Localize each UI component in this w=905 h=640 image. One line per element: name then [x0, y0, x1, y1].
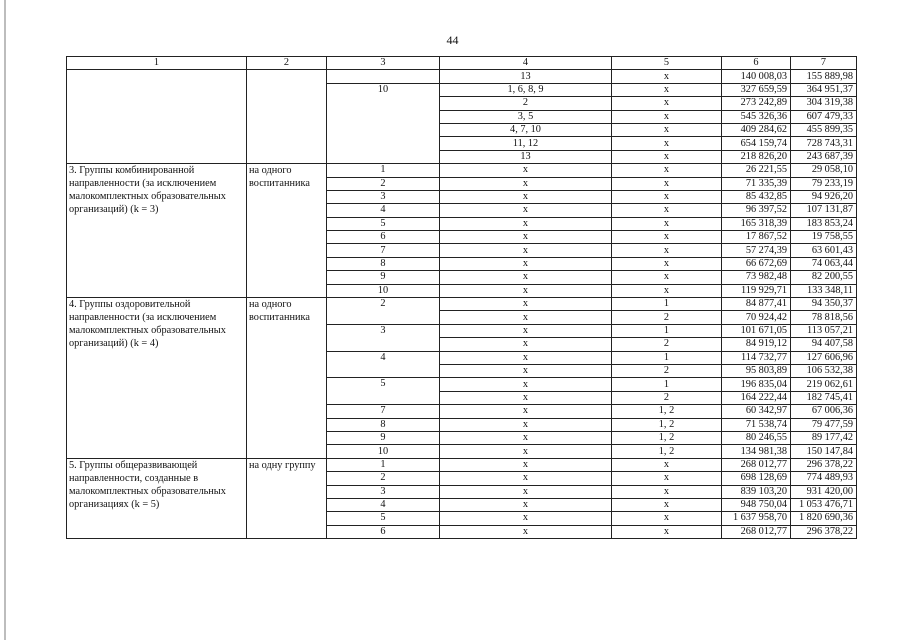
mode-cell: 1, 2 [612, 405, 722, 418]
hours-cell: х [440, 445, 612, 458]
mode-cell: х [612, 498, 722, 511]
hours-cell: 1, 6, 8, 9 [440, 83, 612, 96]
value-cell: 94 350,37 [791, 298, 857, 311]
hours-cell: х [440, 257, 612, 270]
value-cell: 70 924,42 [722, 311, 791, 324]
value-cell: 66 672,69 [722, 257, 791, 270]
hours-cell: х [440, 485, 612, 498]
hours-cell: х [440, 217, 612, 230]
value-cell: 94 407,58 [791, 338, 857, 351]
value-cell: 140 008,03 [722, 70, 791, 83]
age-cell [327, 70, 440, 83]
age-cell: 1 [327, 458, 440, 471]
header-cell: 2 [247, 57, 327, 70]
value-cell: 134 981,38 [722, 445, 791, 458]
mode-cell: х [612, 70, 722, 83]
value-cell: 268 012,77 [722, 525, 791, 538]
mode-cell: 1 [612, 298, 722, 311]
value-cell: 63 601,43 [791, 244, 857, 257]
age-cell: 10 [327, 83, 440, 163]
value-cell: 17 867,52 [722, 231, 791, 244]
value-cell: 94 926,20 [791, 190, 857, 203]
mode-cell: х [612, 164, 722, 177]
value-cell: 1 637 958,70 [722, 512, 791, 525]
value-cell: 948 750,04 [722, 498, 791, 511]
age-cell: 5 [327, 217, 440, 230]
age-cell: 3 [327, 324, 440, 351]
value-cell: 107 131,87 [791, 204, 857, 217]
value-cell: 182 745,41 [791, 391, 857, 404]
mode-cell: х [612, 177, 722, 190]
unit-cell-empty [247, 70, 327, 164]
mode-cell: х [612, 83, 722, 96]
tariff-table [66, 56, 857, 539]
mode-cell: 1, 2 [612, 445, 722, 458]
mode-cell: х [612, 512, 722, 525]
value-cell: 60 342,97 [722, 405, 791, 418]
hours-cell: 13 [440, 150, 612, 163]
value-cell: 364 951,37 [791, 83, 857, 96]
table-row [67, 298, 857, 311]
age-cell: 1 [327, 164, 440, 177]
value-cell: 29 058,10 [791, 164, 857, 177]
hours-cell: х [440, 164, 612, 177]
value-cell: 218 826,20 [722, 150, 791, 163]
hours-cell: х [440, 324, 612, 337]
value-cell: 1 053 476,71 [791, 498, 857, 511]
hours-cell: х [440, 391, 612, 404]
age-cell: 9 [327, 271, 440, 284]
age-cell: 4 [327, 498, 440, 511]
mode-cell: х [612, 271, 722, 284]
age-cell: 8 [327, 257, 440, 270]
value-cell: 774 489,93 [791, 472, 857, 485]
page-number: 44 [446, 33, 459, 47]
value-cell: 74 063,44 [791, 257, 857, 270]
value-cell: 101 671,05 [722, 324, 791, 337]
value-cell: 96 397,52 [722, 204, 791, 217]
value-cell: 85 432,85 [722, 190, 791, 203]
value-cell: 243 687,39 [791, 150, 857, 163]
mode-cell: х [612, 485, 722, 498]
age-cell: 7 [327, 244, 440, 257]
value-cell: 155 889,98 [791, 70, 857, 83]
value-cell: 106 532,38 [791, 364, 857, 377]
age-cell: 5 [327, 378, 440, 405]
value-cell: 654 159,74 [722, 137, 791, 150]
group-name-cell: 5. Группы общеразвивающей направленности, созданные в малокомплектных образовательных организациях (k = 5) [67, 458, 247, 538]
hours-cell: 4, 7, 10 [440, 123, 612, 136]
value-cell: 839 103,20 [722, 485, 791, 498]
value-cell: 78 818,56 [791, 311, 857, 324]
hours-cell: х [440, 525, 612, 538]
value-cell: 71 335,39 [722, 177, 791, 190]
hours-cell: х [440, 271, 612, 284]
mode-cell: 2 [612, 364, 722, 377]
hours-cell: 2 [440, 97, 612, 110]
mode-cell: х [612, 110, 722, 123]
value-cell: 296 378,22 [791, 458, 857, 471]
hours-cell: х [440, 231, 612, 244]
value-cell: 95 803,89 [722, 364, 791, 377]
unit-cell: на одного воспитанника [247, 298, 327, 459]
value-cell: 183 853,24 [791, 217, 857, 230]
age-cell: 8 [327, 418, 440, 431]
value-cell: 304 319,38 [791, 97, 857, 110]
hours-cell: 11, 12 [440, 137, 612, 150]
hours-cell: х [440, 512, 612, 525]
hours-cell: х [440, 311, 612, 324]
hours-cell: х [440, 498, 612, 511]
mode-cell: х [612, 284, 722, 297]
hours-cell: х [440, 458, 612, 471]
mode-cell: 1 [612, 324, 722, 337]
group-cell-empty [67, 70, 247, 164]
group-name-cell: 4. Группы оздоровительной направленности (за исключением малокомплектных образовательных организаций) (k = 4) [67, 298, 247, 459]
hours-cell: х [440, 418, 612, 431]
mode-cell: х [612, 190, 722, 203]
value-cell: 219 062,61 [791, 378, 857, 391]
mode-cell: х [612, 257, 722, 270]
value-cell: 89 177,42 [791, 431, 857, 444]
value-cell: 409 284,62 [722, 123, 791, 136]
hours-cell: х [440, 190, 612, 203]
mode-cell: 2 [612, 338, 722, 351]
table-row [67, 458, 857, 471]
age-cell: 2 [327, 298, 440, 325]
mode-cell: х [612, 244, 722, 257]
age-cell: 9 [327, 431, 440, 444]
mode-cell: х [612, 150, 722, 163]
mode-cell: 1 [612, 378, 722, 391]
value-cell: 114 732,77 [722, 351, 791, 364]
hours-cell: х [440, 364, 612, 377]
age-cell: 10 [327, 445, 440, 458]
value-cell: 1 820 690,36 [791, 512, 857, 525]
value-cell: 268 012,77 [722, 458, 791, 471]
hours-cell: х [440, 472, 612, 485]
value-cell: 455 899,35 [791, 123, 857, 136]
value-cell: 79 477,59 [791, 418, 857, 431]
unit-cell: на одну группу [247, 458, 327, 538]
header-cell: 7 [791, 57, 857, 70]
age-cell: 4 [327, 351, 440, 378]
value-cell: 79 233,19 [791, 177, 857, 190]
mode-cell: 1, 2 [612, 431, 722, 444]
group-name-cell: 3. Группы комбинированной направленности (за исключением малокомплектных образовательных организаций) (k = 3) [67, 164, 247, 298]
value-cell: 133 348,11 [791, 284, 857, 297]
mode-cell: х [612, 525, 722, 538]
mode-cell: х [612, 137, 722, 150]
mode-cell: 1 [612, 351, 722, 364]
value-cell: 80 246,55 [722, 431, 791, 444]
table-row [67, 164, 857, 177]
value-cell: 19 758,55 [791, 231, 857, 244]
hours-cell: х [440, 298, 612, 311]
value-cell: 931 420,00 [791, 485, 857, 498]
value-cell: 164 222,44 [722, 391, 791, 404]
mode-cell: х [612, 472, 722, 485]
age-cell: 6 [327, 231, 440, 244]
mode-cell: х [612, 458, 722, 471]
hours-cell: х [440, 204, 612, 217]
header-cell: 1 [67, 57, 247, 70]
value-cell: 728 743,31 [791, 137, 857, 150]
value-cell: 119 929,71 [722, 284, 791, 297]
hours-cell: х [440, 378, 612, 391]
hours-cell: х [440, 351, 612, 364]
age-cell: 6 [327, 525, 440, 538]
value-cell: 73 982,48 [722, 271, 791, 284]
hours-cell: х [440, 431, 612, 444]
header-cell: 6 [722, 57, 791, 70]
table-row [67, 70, 857, 83]
mode-cell: 2 [612, 391, 722, 404]
age-cell: 10 [327, 284, 440, 297]
value-cell: 165 318,39 [722, 217, 791, 230]
value-cell: 57 274,39 [722, 244, 791, 257]
value-cell: 698 128,69 [722, 472, 791, 485]
value-cell: 196 835,04 [722, 378, 791, 391]
hours-cell: х [440, 177, 612, 190]
value-cell: 607 479,33 [791, 110, 857, 123]
header-cell: 4 [440, 57, 612, 70]
age-cell: 5 [327, 512, 440, 525]
value-cell: 84 877,41 [722, 298, 791, 311]
age-cell: 4 [327, 204, 440, 217]
hours-cell: х [440, 405, 612, 418]
hours-cell: 3, 5 [440, 110, 612, 123]
value-cell: 26 221,55 [722, 164, 791, 177]
hours-cell: х [440, 284, 612, 297]
hours-cell: 13 [440, 70, 612, 83]
value-cell: 113 057,21 [791, 324, 857, 337]
age-cell: 2 [327, 472, 440, 485]
mode-cell: х [612, 231, 722, 244]
header-cell: 5 [612, 57, 722, 70]
value-cell: 327 659,59 [722, 83, 791, 96]
mode-cell: 1, 2 [612, 418, 722, 431]
age-cell: 7 [327, 405, 440, 418]
mode-cell: х [612, 204, 722, 217]
hours-cell: х [440, 244, 612, 257]
mode-cell: 2 [612, 311, 722, 324]
age-cell: 3 [327, 485, 440, 498]
value-cell: 71 538,74 [722, 418, 791, 431]
value-cell: 84 919,12 [722, 338, 791, 351]
age-cell: 3 [327, 190, 440, 203]
value-cell: 545 326,36 [722, 110, 791, 123]
hours-cell: х [440, 338, 612, 351]
value-cell: 273 242,89 [722, 97, 791, 110]
header-cell: 3 [327, 57, 440, 70]
value-cell: 296 378,22 [791, 525, 857, 538]
value-cell: 82 200,55 [791, 271, 857, 284]
mode-cell: х [612, 123, 722, 136]
age-cell: 2 [327, 177, 440, 190]
mode-cell: х [612, 97, 722, 110]
table-header-row [67, 57, 857, 70]
value-cell: 150 147,84 [791, 445, 857, 458]
unit-cell: на одного воспитанника [247, 164, 327, 298]
scan-edge-line [4, 0, 6, 640]
mode-cell: х [612, 217, 722, 230]
value-cell: 127 606,96 [791, 351, 857, 364]
value-cell: 67 006,36 [791, 405, 857, 418]
